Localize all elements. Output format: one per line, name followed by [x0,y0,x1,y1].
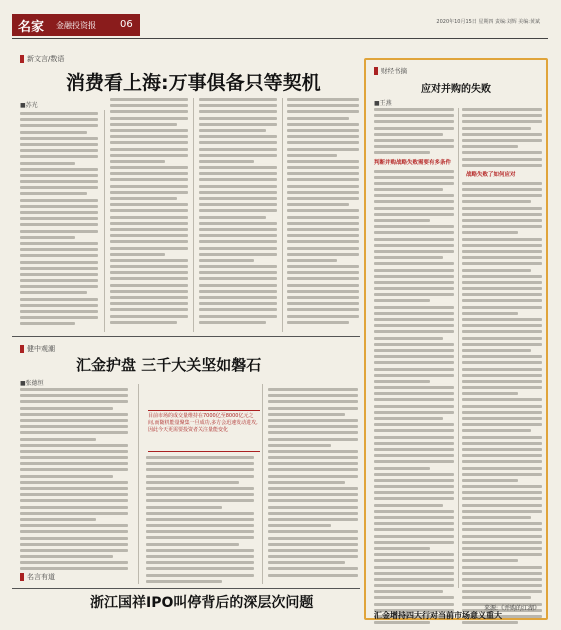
article2-col2 [146,456,254,586]
article1-section: 新文言/数语 [20,54,64,64]
sidebar-col2 [462,108,542,627]
masthead-date: 2020年10月15日 星期四 责编:刘辉 美编:黄斌 [436,19,540,25]
article2-section: 健中观潮 [20,344,55,354]
masthead-tab [12,14,140,36]
sidebar-bottom-headline: 汇金增持四大行对当前市场意义重大 [374,611,502,620]
sidebar-title: 应对并购的失败 [421,84,491,95]
article1-headline: 消费看上海:万事俱备只等契机 [66,72,321,94]
section-marker [20,345,24,353]
article1-col3 [199,98,277,327]
section-marker [20,55,24,63]
sidebar-source: 来源:《并购的江湖》 [483,605,540,612]
section-marker [374,67,378,75]
sidebar-byline: ■王燕 [374,100,392,107]
masthead-brand: 名家 [18,20,45,35]
sidebar-subhead-1: 判断并购战略失败需要有多条件 [374,159,452,166]
masthead-sub: 金融投资报 [56,21,96,30]
article2-col3 [268,388,358,580]
article2-col1 [20,388,128,574]
article2-headline: 汇金护盘 三千大关坚如磐石 [76,356,262,374]
section-marker [20,573,24,581]
pull-quote [148,410,260,452]
pull-quote-text: 目前市场的成交量维持在7000亿至8000亿元之间,而随机能量聚集一旦成功,多方会迅速发动进攻,因此今天更需要投资者关注量能变化 [148,413,258,433]
article2-byline: ■张德恒 [20,380,44,387]
masthead-rule [12,38,548,39]
book-excerpt-box [364,58,548,620]
sidebar-section: 财经书摘 [374,66,407,75]
article1-col4 [287,98,359,327]
article1-col1 [20,112,98,329]
article1-col2 [110,98,188,327]
article3-headline: 浙江国祥IPO叫停背后的深层次问题 [90,595,314,611]
sidebar-col1 [374,108,454,627]
sidebar-subhead-2: 战略失败了如何应对 [466,171,516,178]
article1-byline: ■苏光 [20,102,38,109]
masthead [12,14,548,36]
page-number: 06 [120,19,133,30]
article3-section: 名言有道 [20,572,55,582]
